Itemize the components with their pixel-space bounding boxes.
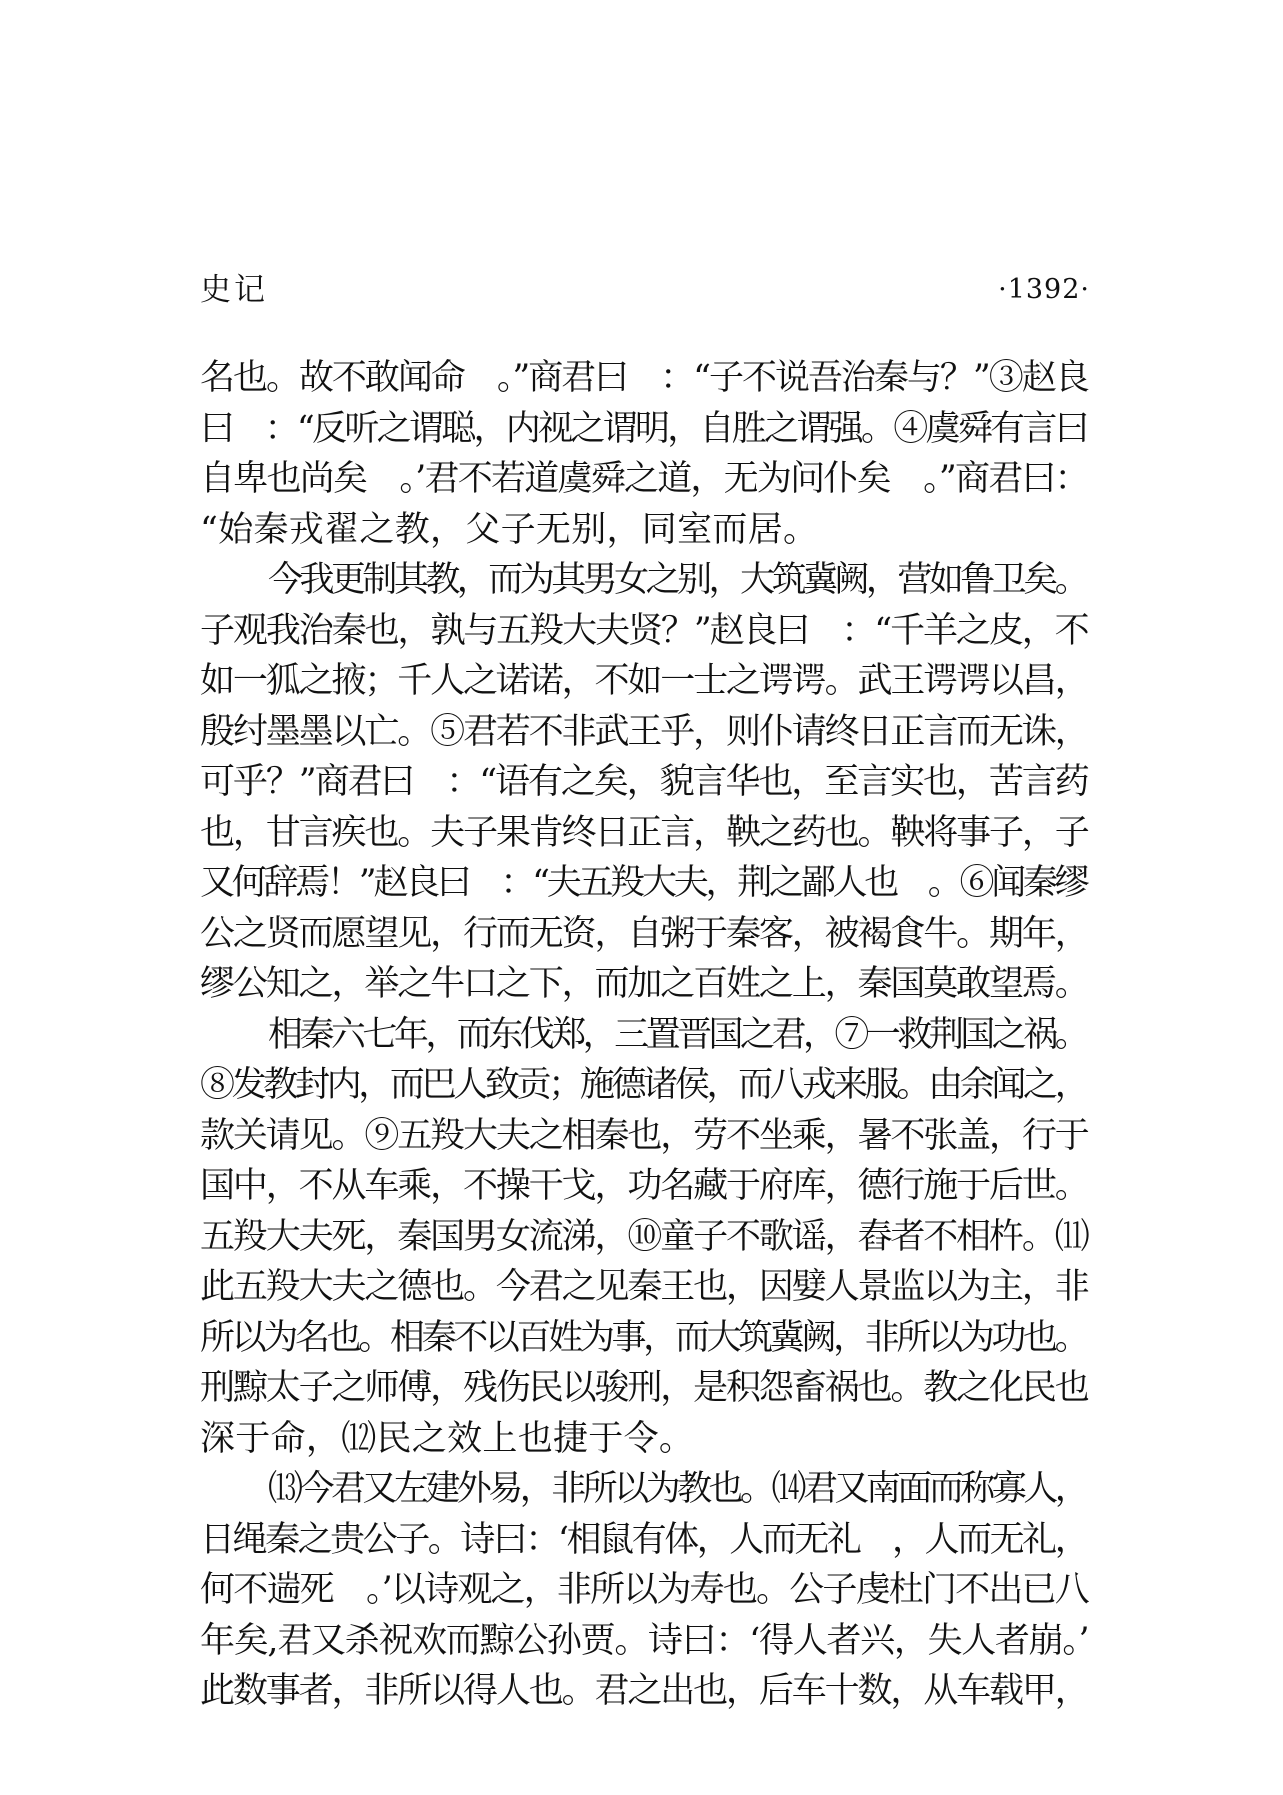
text-line: 自卑也尚矣 。’君不若道虞舜之道，无为问仆矣 。”商君曰： [200,459,1088,499]
text-line: 深于命，⑿民之效上也捷于令。 [200,1418,695,1459]
text-line: 缪公知之，举之牛口之下，而加之百姓之上，秦国莫敢望焉。 [200,964,1088,1004]
text-line: “始秦戎翟之教，父子无别，同室而居。 [200,509,819,550]
text-line: 年矣,君又杀祝欢而黥公孙贾。诗曰：‘得人者兴，失人者崩。’ [200,1620,1089,1661]
text-line: 五羖大夫死，秦国男女流涕，⑩童子不歌谣，舂者不相杵。⑾ [200,1216,1088,1257]
text-line: 所以为名也。相秦不以百姓为事，而大筑冀阙，非所以为功也。 [200,1317,1087,1358]
text-line: 如一狐之掖；千人之诺诺，不如一士之谔谔。武王谔谔以昌， [200,661,1088,701]
text-line: 殷纣墨墨以亡。⑤君若不非武王乎，则仆请终日正言而无诛， [200,711,1088,752]
running-header [200,268,1090,312]
text-line: 公之贤而愿望见，行而无资，自粥于秦客，被褐食牛。期年， [200,913,1088,954]
text-line: 曰 ：“反听之谓聪，内视之谓明，自胜之谓强。④虞舜有言曰 [200,408,1087,449]
main-text [200,353,1100,1717]
text-line: 此数事者，非所以得人也。君之出也，后车十数，从车载甲， [200,1671,1088,1711]
text-line: 也，甘言疾也。夫子果肯终日正言，鞅之药也。鞅将事子，子 [200,812,1088,853]
text-line: 相秦六七年，而东伐郑，三置晋国之君，⑦一救荆国之祸。 [268,1014,1087,1055]
text-line: 日绳秦之贵公子。诗曰：‘相鼠有体，人而无礼 ，人而无礼， [200,1519,1088,1560]
text-line: 刑黥太子之师傅，残伤民以骏刑，是积怨畜祸也。教之化民也 [200,1368,1088,1408]
text-line: 此五羖大夫之德也。今君之见秦王也，因嬖人景监以为主，非 [200,1267,1088,1307]
page-number: ·1392· [998,274,1090,305]
text-line: 今我更制其教，而为其男女之别，大筑冀阙，营如鲁卫矣。 [268,560,1087,600]
text-line: 款关请见。⑨五羖大夫之相秦也，劳不坐乘，暑不张盖，行于 [200,1115,1088,1156]
text-line: 何不遄死 。’以诗观之，非所以为寿也。公子虔杜门不出已八 [200,1570,1088,1610]
text-line: 名也。故不敢闻命 。”商君曰 ：“子不说吾治秦与？”③赵良 [200,358,1088,398]
text-line: 子观我治秦也，孰与五羖大夫贤？”赵良曰 ：“千羊之皮，不 [200,610,1088,651]
text-line: 又何辞焉！”赵良曰 ：“夫五羖大夫，荆之鄙人也 。⑥闻秦缪 [200,863,1087,903]
text-line: 国中，不从车乘，不操干戈，功名藏于府库，德行施于后世。 [200,1166,1088,1206]
book-title: 史记 [200,272,268,308]
text-line: ⑧发教封内，而巴人致贡；施德诸侯，而八戎来服。由余闻之， [200,1065,1087,1105]
text-line: 可乎？”商君曰 ：“语有之矣，貌言华也，至言实也，苦言药 [200,762,1088,802]
text-line: ⒀今君又左建外易，非所以为教也。⒁君又南面而称寡人， [268,1469,1087,1509]
